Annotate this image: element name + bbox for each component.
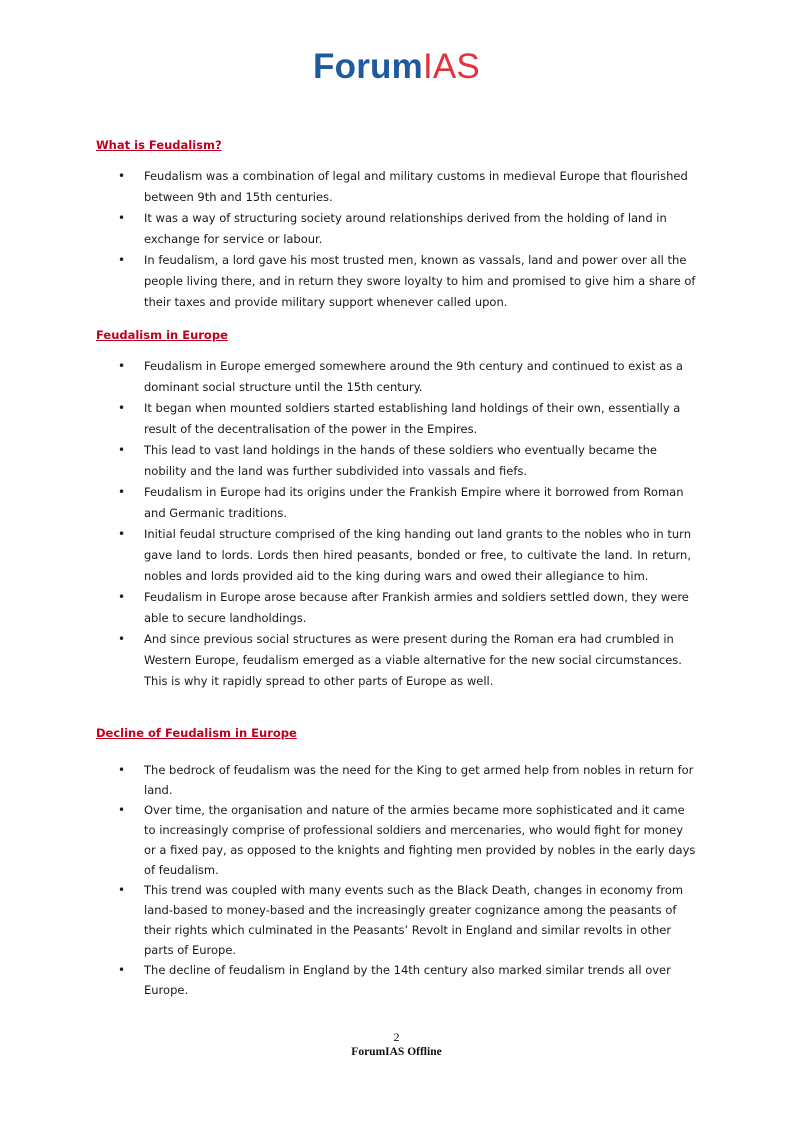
logo-ias-text: IAS — [422, 47, 480, 86]
forumias-logo — [0, 44, 793, 90]
section-decline-of-feudalism — [96, 725, 696, 1000]
logo-forum-text: Forum — [313, 47, 423, 86]
list-item: • The bedrock of feudalism was the need for the King to get armed help from nobles in return for land. — [96, 760, 696, 800]
section-feudalism-in-europe — [96, 327, 696, 692]
bullet-list — [96, 356, 696, 692]
section-what-is-feudalism — [96, 137, 696, 313]
list-item: • Feudalism in Europe had its origins under the Frankish Empire where it borrowed from Roman and Germanic traditions. — [96, 482, 696, 524]
bullet-list — [96, 166, 696, 313]
list-item: • In feudalism, a lord gave his most trusted men, known as vassals, land and power over all the people living there, and in return they swore loyalty to him and promised to give him a share of their taxes and provide military support whenever called upon. — [96, 250, 696, 313]
list-item: • This trend was coupled with many events such as the Black Death, changes in economy from land-based to money-based and the increasingly greater cognizance among the peasants of their rights which culminated in the Peasants’ Revolt in England and similar revolts in other parts of Europe. — [96, 880, 696, 960]
list-item: • It was a way of structuring society around relationships derived from the holding of land in exchange for service or labour. — [96, 208, 696, 250]
footer-text: ForumIAS Offline — [351, 1046, 442, 1058]
list-item: • The decline of feudalism in England by the 14th century also marked similar trends all over Europe. — [96, 960, 696, 1000]
list-item: • Initial feudal structure comprised of the king handing out land grants to the nobles who in turn gave land to lords. Lords then hired peasants, bonded or free, to cultivate the land. In return, nobles and lords provided aid to the king during wars and owed their allegiance to him. — [96, 524, 696, 587]
bullet-list — [96, 760, 696, 1000]
list-item: • This lead to vast land holdings in the hands of these soldiers who eventually became the nobility and the land was further subdivided into vassals and fiefs. — [96, 440, 696, 482]
list-item: • And since previous social structures as were present during the Roman era had crumbled in Western Europe, feudalism emerged as a viable alternative for the new social circumstances. This is why it rapidly spread to other parts of Europe as well. — [96, 629, 696, 692]
list-item: • It began when mounted soldiers started establishing land holdings of their own, essentially a result of the decentralisation of the power in the Empires. — [96, 398, 696, 440]
page-footer — [0, 1030, 793, 1060]
section-heading: Feudalism in Europe — [96, 328, 228, 342]
page-number: 2 — [393, 1030, 400, 1044]
list-item: • Feudalism in Europe arose because after Frankish armies and soldiers settled down, they were able to secure landholdings. — [96, 587, 696, 629]
list-item: • Over time, the organisation and nature of the armies became more sophisticated and it came to increasingly comprise of professional soldiers and mercenaries, who would fight for money or a fixed pay, as opposed to the knights and fighting men provided by nobles in the early days of feudalism. — [96, 800, 696, 880]
list-item: • Feudalism was a combination of legal and military customs in medieval Europe that flourished between 9th and 15th centuries. — [96, 166, 696, 208]
section-heading: What is Feudalism? — [96, 138, 222, 152]
list-item: • Feudalism in Europe emerged somewhere around the 9th century and continued to exist as a dominant social structure until the 15th century. — [96, 356, 696, 398]
section-heading: Decline of Feudalism in Europe — [96, 726, 297, 740]
